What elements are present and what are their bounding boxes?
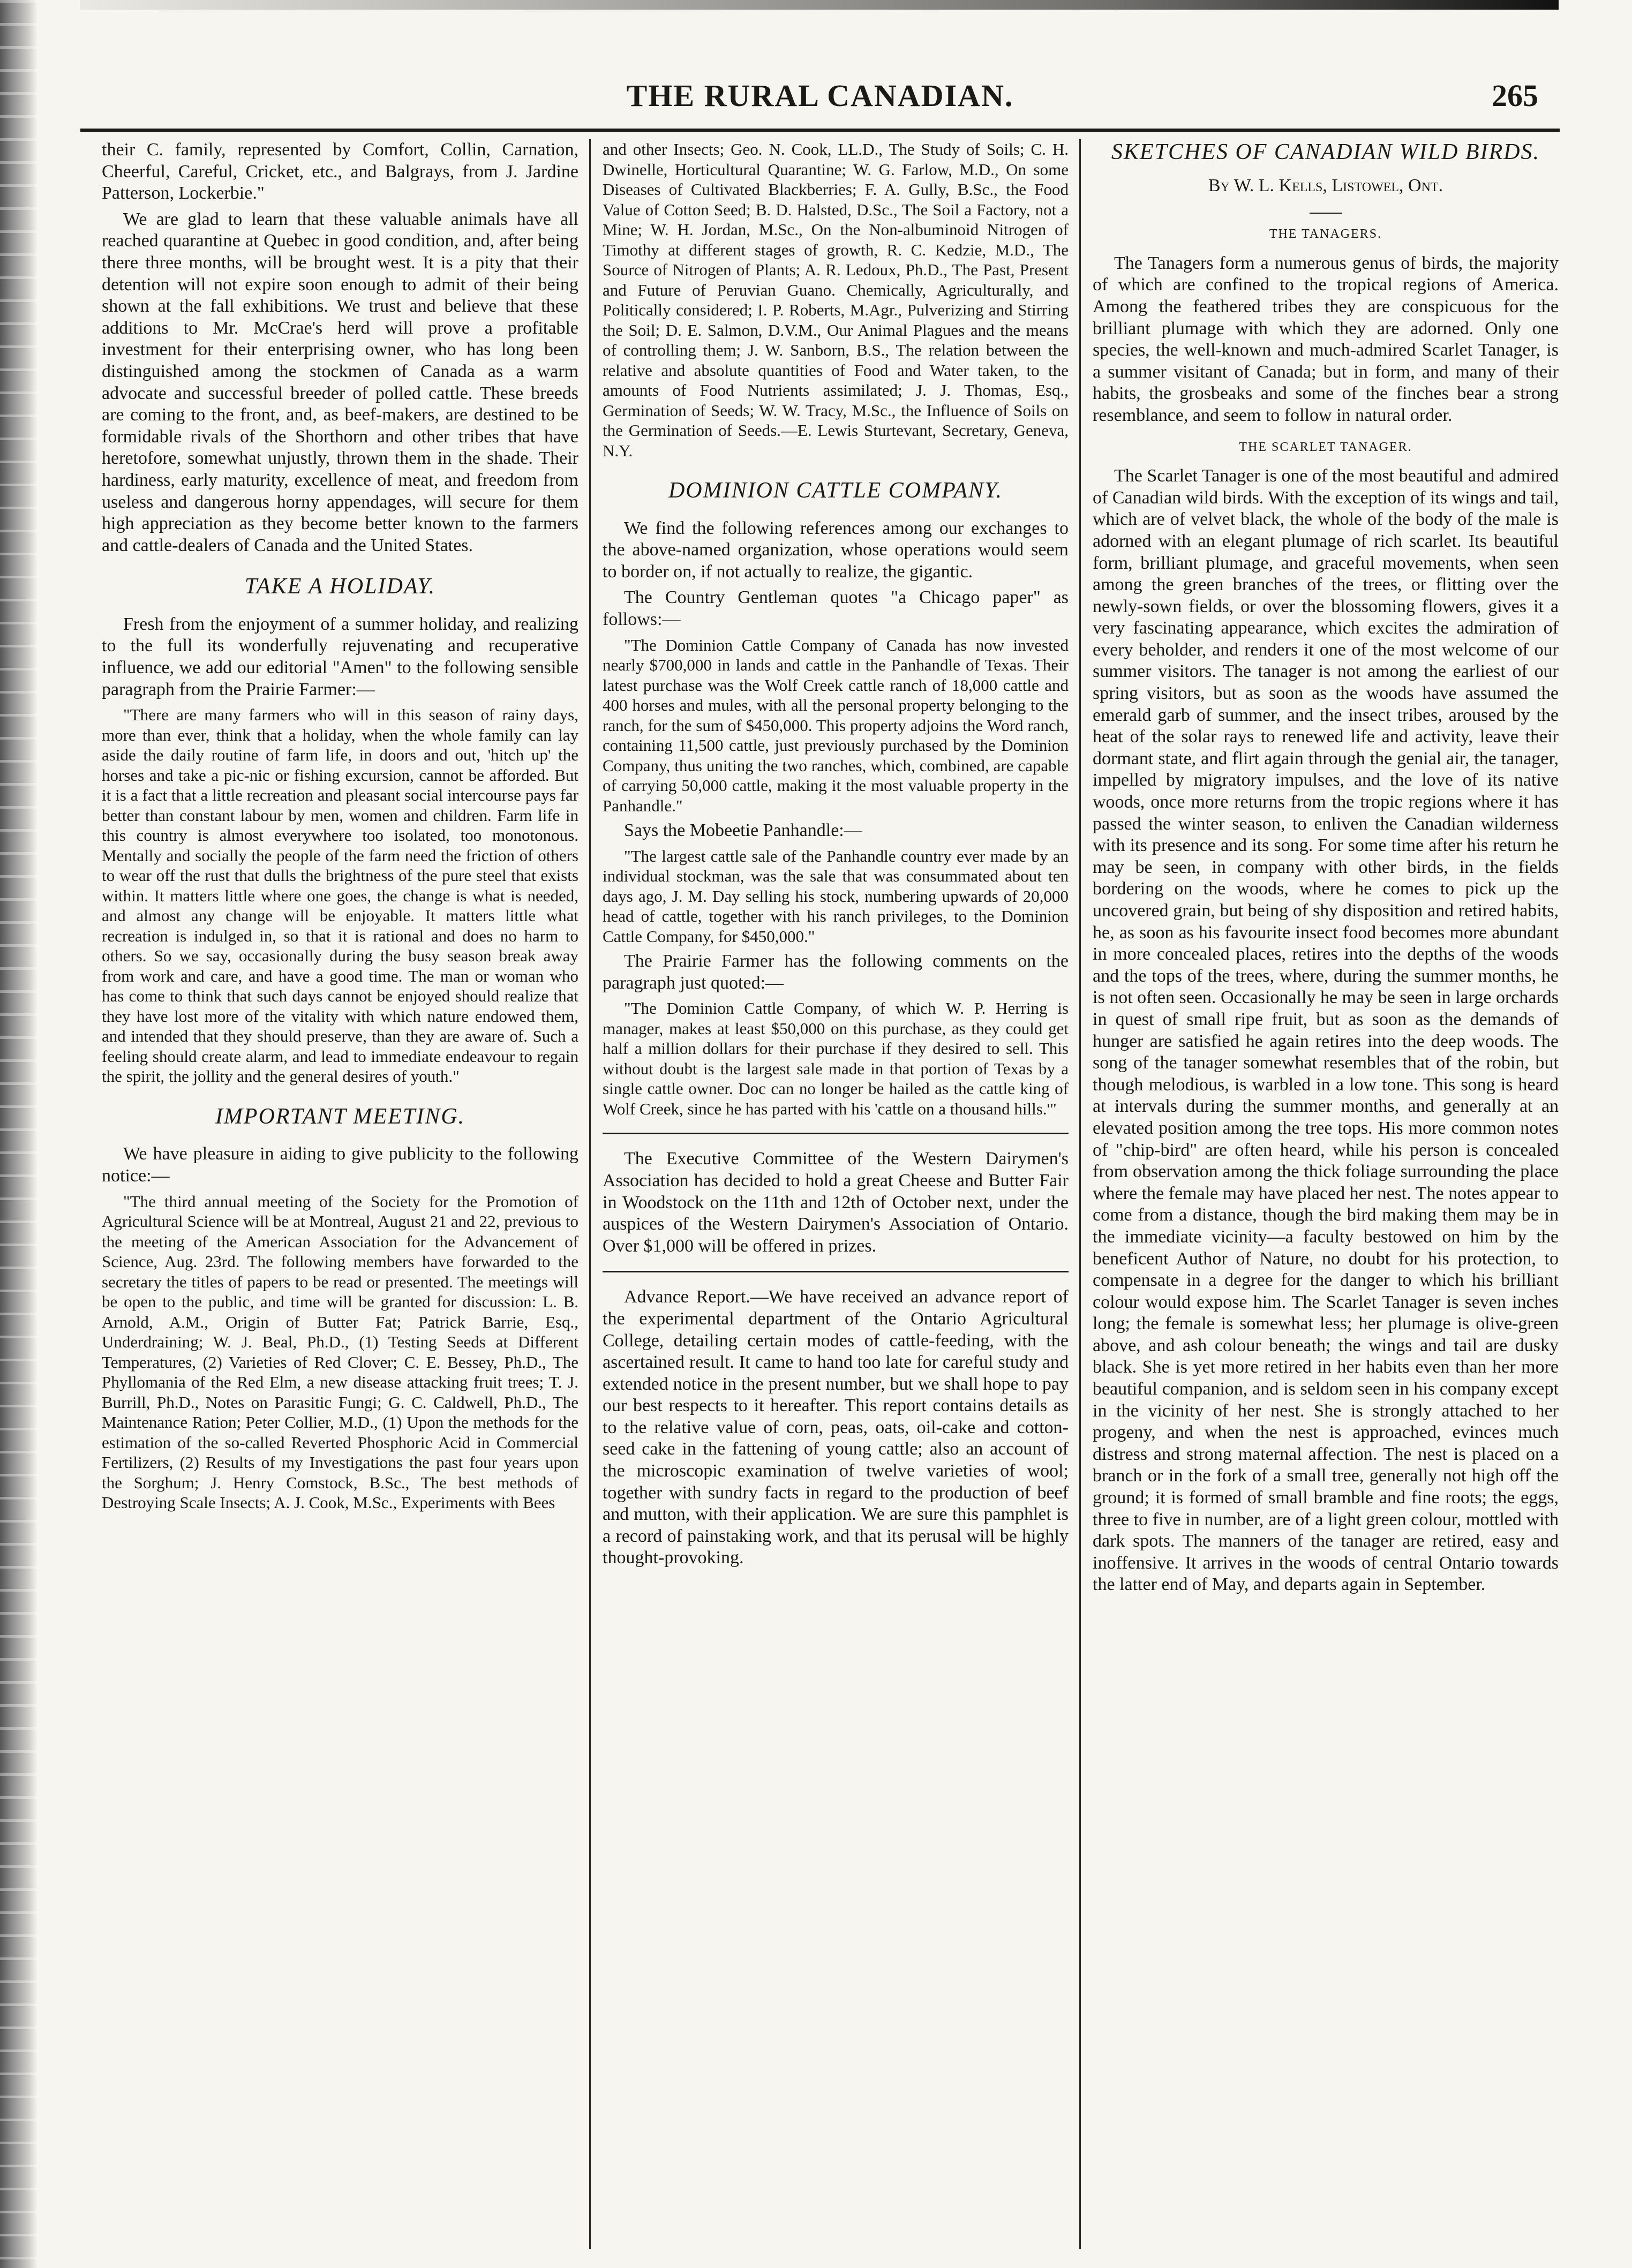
quoted-paragraph: "The Dominion Cattle Company of Canada has now invested nearly $700,000 in lands and cattle in the Panhandle of Texas. Their latest purchase was the Wolf Creek cattle ranch of 18,000 cattle and 400 horses and mules, with all the personal property belonging to the ranch, for the sum of $450,000. This property adjoins the Word ranch, containing 11,500 cattle, just previously purchased by the Dominion Company, thus uniting the two ranches, which, combined, are capable of carrying 50,000 cattle, making it the most valuable property in the Panhandle.": [603, 635, 1069, 815]
page-number: 265: [1492, 78, 1538, 113]
paragraph: We are glad to learn that these valuable animals have all reached quarantine at Quebec in good condition, and, after being there three months, will be brought west. It is a pity that their detention will not expire soon enough to admit of their being shown at the fall exhibitions. We trust and believe that these additions to Mr. McCrae's herd will prove a profitable investment for their enterprising owner, who has long been distinguished among the stockmen of Canada as a warm advocate and successful breeder of polled cattle. These breeds are coming to the front, and, as beef-makers, are destined to be formidable rivals of the Shorthorn and other tribes that have heretofore, somewhat unjustly, thrown them in the shade. Their hardiness, early maturity, excellence of meat, and freedom from useless and dangerous horny appendages, will secure for them high appreciation as they become better known to the farmers and cattle-dealers of Canada and the United States.: [102, 209, 578, 555]
quoted-paragraph: "There are many farmers who will in this season of rainy days, more than ever, think that a holiday, when the whole family can lay aside the daily routine of farm life, in doors and out, 'hitch up' the horses and take a pic-nic or fishing excursion, cannot be afforded. But it is a fact that a little recreation and pleasant social intercourse pays far better than constant labour by men, women and children. Farm life in this country is almost everywhere too isolated, too monotonous. Mentally and socially the people of the farm need the friction of others to wear off the rust that dulls the brightness of the pure steel that exists within. It matters little where one goes, the change is what is needed, and almost any change will be enjoyable. It matters little what recreation is indulged in, so that it is rational and does no harm to others. So we say, occasionally during the busy season break away from work and care, and have a good time. The man or woman who has come to think that such days cannot be enjoyed should realize that they have lost more of the vitality with which nature endowed them, and intended that they should preserve, than they are aware of. Such a feeling should create alarm, and lead to immediate endeavour to regain the spirit, the jollity and the general desires of youth.": [102, 705, 578, 1086]
binding-edge-texture: [0, 0, 37, 2268]
paragraph: Fresh from the enjoyment of a summer holiday, and realizing to the full its wonderfully rejuvenating and recuperative influence, we add our editorial "Amen" to the following sensible paragraph from the Prairie Farmer:—: [102, 614, 578, 699]
paragraph: Says the Mobeetie Panhandle:—: [624, 820, 862, 841]
section-heading: TAKE A HOLIDAY.: [244, 574, 436, 599]
column-3: [1093, 139, 1559, 2249]
byline: By W. L. Kells, Listowel, Ont.: [1208, 175, 1443, 195]
paragraph: The Country Gentleman quotes "a Chicago paper" as follows:—: [603, 587, 1069, 629]
quoted-paragraph: "The largest cattle sale of the Panhandle country ever made by an individual stockman, was the sale that was consummated about ten days ago, J. M. Day selling his stock, numbering upwards of 20,000 head of cattle, together with his ranch privileges, to the Dominion Cattle Company, for $450,000.": [603, 846, 1069, 946]
section-heading: SKETCHES OF CANADIAN WILD BIRDS.: [1111, 140, 1540, 164]
subheading: THE SCARLET TANAGER.: [1239, 440, 1412, 454]
quoted-paragraph: "The third annual meeting of the Society for the Promotion of Agricultural Science will be at Montreal, August 21 and 22, previous to the meeting of the American Association for the Advancement of Science, Aug. 23rd. The following members have forwarded to the secretary the titles of papers to be read or presented. The meetings will be open to the public, and time will be granted for discussion: L. B. Arnold, A.M., Origin of Butter Fat; Patrick Barrie, Esq., Underdraining; W. J. Beal, Ph.D., (1) Testing Seeds at Different Temperatures, (2) Varieties of Red Clover; C. E. Bessey, Ph.D., The Phyllomania of the Red Elm, a new disease attacking fruit trees; T. J. Burrill, Ph.D., Notes on Parasitic Fungi; G. C. Caldwell, Ph.D., The Maintenance Ration; Peter Collier, M.D., (1) Upon the methods for the estimation of the so-called Reverted Phosphoric Acid in Commercial Fertilizers, (2) Results of my Investigations the past four years upon the Sorghum; J. Henry Comstock, B.Sc., The best methods of Destroying Scale Insects; A. J. Cook, M.Sc., Experiments with Bees: [102, 1192, 578, 1512]
paragraph: their C. family, represented by Comfort, Collin, Carnation, Cheerful, Careful, Cricket, etc., and Balgrays, from J. Jardine Patterson, Lockerbie.": [102, 140, 578, 204]
section-heading: DOMINION CATTLE COMPANY.: [668, 478, 1003, 503]
paragraph: The Tanagers form a numerous genus of birds, the majority of which are confined to the tropical regions of America. Among the feathered tribes they are conspicuous for the brilliant plumage with which they are adorned. Only one species, the well-known and much-admired Scarlet Tanager, is a summer visitant of Canada; but in form, and many of their habits, the grosbeaks and some of the finches bear a strong resemblance, and seem to follow in natural order.: [1093, 253, 1559, 425]
page-header: [80, 72, 1560, 126]
paragraph: We find the following references among our exchanges to the above-named organization, whose operations would seem to border on, if not actually to realize, the gigantic.: [603, 518, 1069, 582]
column-separator: [1079, 139, 1081, 2249]
subheading: THE TANAGERS.: [1269, 227, 1382, 242]
byline-rule: [1310, 213, 1342, 214]
paragraph: Advance Report.—We have received an advance report of the experimental department of the Ontario Agricultural College, detailing certain modes of cattle-feeding, with the ascertained result. It came to hand too late for careful study and extended notice in the present number, but we shall hope to pay our best respects to it hereafter. This report contains details as to the relative value of corn, peas, oats, oil-cake and cotton-seed cake in the fattening of young cattle; also an account of the microscopic examination of twelve varieties of wool; together with sundry facts in regard to the production of beef and mutton, with their application. We are sure this pamphlet is a record of painstaking work, and that its perusal will be highly thought-provoking.: [603, 1287, 1069, 1568]
column-separator: [589, 139, 591, 2249]
scan-top-edge: [80, 0, 1559, 10]
paragraph: The Prairie Farmer has the following comments on the paragraph just quoted:—: [603, 951, 1069, 993]
column-1: [102, 139, 578, 2249]
paragraph: We have pleasure in aiding to give publicity to the following notice:—: [102, 1144, 578, 1186]
publication-title: THE RURAL CANADIAN.: [626, 78, 1014, 113]
section-rule: [603, 1133, 1069, 1134]
quoted-paragraph: "The Dominion Cattle Company, of which W. P. Herring is manager, makes at least $50,000 on this purchase, as they could get half a million dollars for their purchase if they desired to sell. This without doubt is the largest sale made in that portion of Texas by a single cattle owner. Doc can no longer be hailed as the cattle king of Wolf Creek, since he has parted with his 'cattle on a thousand hills.'": [603, 999, 1069, 1118]
quoted-paragraph: and other Insects; Geo. N. Cook, LL.D., The Study of Soils; C. H. Dwinelle, Horticultural Quarantine; W. G. Farlow, M.D., On some Diseases of Cultivated Blackberries; F. A. Gully, B.Sc., the Food Value of Cotton Seed; B. D. Halsted, D.Sc., The Soil a Factory, not a Mine; W. H. Jordan, M.Sc., On the Non-albuminoid Nitrogen of Timothy at different stages of growth, R. C. Kedzie, M.D., The Source of Nitrogen of Plants; A. R. Ledoux, Ph.D., The Past, Present and Future of Peruvian Guano. Chemically, Agriculturally, and Politically considered; I. P. Roberts, M.Agr., Pulverizing and Stirring the Soil; D. E. Salmon, D.V.M., Our Animal Plagues and the means of controlling them; J. W. Sanborn, B.S., The relation between the relative and absolute quantities of Food and Water taken, to the amounts of Food Nutrients assimilated; J. J. Thomas, Esq., Germination of Seeds; W. W. Tracy, M.Sc., the Influence of Soils on the Germination of Seeds.—E. Lewis Sturtevant, Secretary, Geneva, N.Y.: [603, 140, 1069, 460]
section-heading: IMPORTANT MEETING.: [215, 1104, 465, 1129]
header-rule: [80, 129, 1560, 132]
paragraph: The Executive Committee of the Western Dairymen's Association has decided to hold a great Cheese and Butter Fair in Woodstock on the 11th and 12th of October next, under the auspices of the Western Dairymen's Association of Ontario. Over $1,000 will be offered in prizes.: [603, 1149, 1069, 1256]
section-rule: [603, 1271, 1069, 1272]
paragraph: The Scarlet Tanager is one of the most beautiful and admired of Canadian wild birds. With the exception of its wings and tail, which are of velvet black, the whole of the body of the male is adorned with an elegant plumage of rich scarlet. Its beautiful form, brilliant plumage, and graceful movements, when seen among the green branches of the trees, or flitting over the newly-sown fields, or over the blossoming flowers, gives it a very fascinating appearance, which excites the admiration of every beholder, and renders it one of the most welcome of our summer visitors. The tanager is not among the earliest of our spring visitors, but as soon as the woods have assumed the emerald garb of summer, and the insect tribes, aroused by the heat of the solar rays to renewed life and activity, leave their dormant state, and flirt again through the genial air, the tanager, impelled by migratory impulses, and the love of its native woods, once more returns from the tropic regions where it has passed the winter season, to enliven the Canadian wilderness with its presence and its song. For some time after his return he may be seen, in company with other birds, in the fields bordering on the woods, where he comes to pick up the uncovered grain, but being of shy disposition and retired habits, he, as soon as his favourite insect food becomes more abundant in more concealed places, retires into the depths of the woods and the tops of the trees, where, during the summer months, he is not often seen. Occasionally he may be seen in large orchards in quest of small ripe fruit, but as soon as the demands of hunger are satisfied he again retires into the deep woods. The song of the tanager somewhat resembles that of the robin, but though melodious, is warbled in a low tone. This song is heard at intervals during the summer months, and generally at an elevated position among the tree tops. His more common notes of "chip-bird" are often heard, while his person is concealed from observation among the thick foliage surrounding the place where the female may have placed her nest. The notes appear to come from a distance, though the bird making them may be in the immediate vicinity—a faculty bestowed on him by the beneficent Author of Nature, no doubt for his protection, to compensate in a degree for the danger to which his brilliant colour would expose him. The Scarlet Tanager is seven inches long; the female is somewhat less; her plumage is olive-green above, and ash colour beneath; the wings and tail are dusky black. She is yet more retired in her habits even than her more beautiful companion, and is seldom seen in his company except in the vicinity of her nest. She is strongly attached to her progeny, and when the nest is approached, evinces much distress and strong maternal affection. The nest is placed on a branch or in the fork of a small tree, generally not high off the ground; it is formed of small bramble and fine roots; the eggs, three to five in number, are of a light green colour, mottled with dark spots. The manners of the tanager are retired, easy and inoffensive. It arrives in the woods of central Ontario towards the latter end of May, and departs again in September.: [1093, 466, 1559, 1595]
column-2: [603, 139, 1069, 2249]
